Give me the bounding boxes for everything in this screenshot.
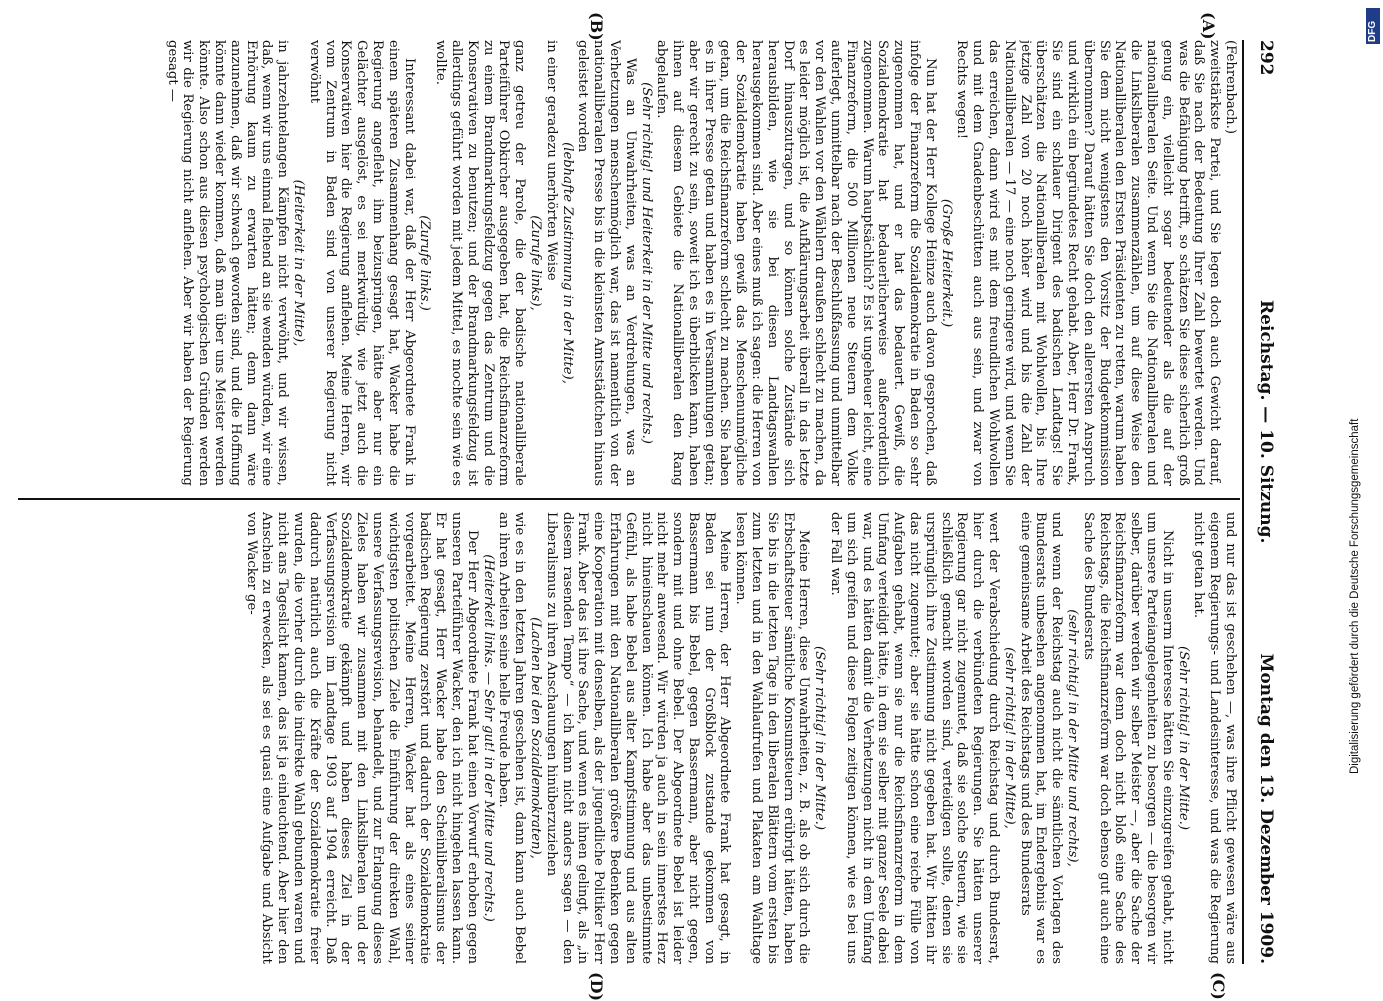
right-column (20, 512, 1238, 964)
interjection: (Zurufe links.) (417, 215, 433, 311)
session-date: Montag den 13. Dezember 1909. (1256, 653, 1276, 964)
running-head (1248, 40, 1276, 964)
header-rule (1242, 40, 1244, 964)
interjection: (Sehr richtig! in der Mitte.) (1175, 646, 1191, 830)
margin-marker-c: (C) (1209, 972, 1228, 1000)
paragraph: wie es in den letzten Jahren geschehen ist, dann kann auch Bebel an ihren Arbeiten seine helle Freude haben. (496, 512, 528, 964)
paragraph: Nun hat der Herr Kollege Heinze auch davon gesprochen, daß infolge der Finanzreform die Sozialdemokratie in Baden so sehr zugenommen hat, und er hat das bedauert. Gewiß, die Sozialdemokratie hat bedauerlicherweise außerordentlich zugenommen. Warum hauptsächlich? Es ist ungeheuer leicht, eine Finanzreform, die 500 Millionen neue Steuern dem Volke auferlegt, unmittelbar nach der Beschlußfassung und unmittelbar vor den Wahlen vor den Wählern draußen schlecht zu machen, da es leider möglich ist, die Aufklärungsarbeit überall in das letzte Dorf hinauszutragen, und so können solche Zustände sich herausbilden, wie sie bei diesen Landtagswahlen herausgekommen sind. Aber eines muß ich sagen: die Herren von der Sozialdemokratie haben gewiß das Menschenunmögliche getan, um die Reichsfinanzreform schlecht zu machen. Sie haben es in ihrer Presse getan und haben es in Versammlungen getan; aber wir gerecht zu sein, soweit ich es überblicken kann, haben ihnen auf diesem Gebiete die Nationalliberalen den Rang abgelaufen. (654, 40, 938, 486)
paragraph: und nur das ist geschehen —, was ihre Pflicht gewesen wäre aus eigenem Regierungs- und Landesinteresse, und was die Regierung nicht getan hat. (1191, 512, 1238, 964)
paragraph: Was an Unwahrheiten, was an Verdrehungen, was an Verhetzungen menschenmöglich war, das ist namentlich von der nationalliberalen Presse bis in die kleinsten Amtsstädtchen hinaus geleistet worden (575, 40, 638, 486)
dfg-logo-text: DFG (1367, 20, 1378, 42)
digitization-note (1349, 14, 1365, 774)
paragraph: Meine Herren, der Herr Abgeordnete Frank hat gesagt, in Baden sei nun der Großblock zustande gekommen von Bassermann bis Bebel, gegen Bassermann, aber nicht gegen, sondern mit und ohne Bebel. Der Abgeordnete Bebel ist leider nicht mehr anwesend. Wir würden ja auch in sein innerstes Herz nicht hineinschauen können. Ich habe aber das unbestimmte Gefühl, als habe Bebel aus alter Kampfstimmung und aus alten Erfahrungen mit den Nationalliberalen größere Bedenken gegen eine Kooperation mit denselben, als der jugendliche Politiker Herr Frank. Aber das ist ihre Sache, und wenn es ihnen gelingt, als „in diesem rasenden Tempo“ — ich kann nicht anders sagen — den Liberalismus zu ihren Anschauungen hinüberzuziehen (543, 512, 733, 964)
margin-marker-a: (A) (1199, 12, 1218, 40)
interjection: (Sehr richtig! in der Mitte.) (812, 646, 828, 830)
paragraph: Nicht in unserm Interesse hätten Sie einzugreifen gehabt, nicht um unsere Parteiangelegenheiten zu besorgen — die besorgen wir selber, darüber werden wir selber Meister —, aber die Sache der Reichsfinanzreform war denn doch nicht bloß eine Sache des Reichstags, die Reichsfinanzreform war doch ebenso gut auch eine Sache des Bundesrats (1080, 512, 1175, 964)
paragraph: zweitstärkste Partei, und Sie legen doch auch Gewicht darauf, daß Sie nach der Bedeutung Ihrer Zahl bewertet werden. Und was die Befähigung betrifft, so schätzen Sie diese sicherlich groß genug ein, vielleicht sogar bedeutender als die auf der nationalliberalen Seite. Und wenn Sie die Nationalliberalen und die Linksliberalen zusammenzählen, um auf diese Weise den Nationalliberalen den Ersten Präsidenten zu retten, warum haben Sie dem nicht wenigstens den Vorsitz der Budgetkommission übernommen? Darauf hätten Sie doch den allerersten Anspruch und wirklich ein begründetes Recht gehabt. Aber, Herr Dr. Frank, Sie sind ein schlauer Dirigent des badischen Landtags! Sie überschätzen die Nationalliberalen mit Wohlwollen, bis Ihre jetzige Zahl von 20 noch höher wird und bis die Zahl der Nationalliberalen — 17 — eine noch geringere wird, und wenn Sie das erreichen, dann wird es mit dem freundlichen Wohlwollen und mit dem Gnadenbeschütten auch aus sein, und zwar von Rechts wegen! (954, 40, 1223, 486)
dfg-logo (1366, 8, 1380, 44)
interjection: (lebhafte Zustimmung in der Mitte), (559, 142, 575, 384)
interjection: (Sehr richtig! und Heiterkeit in der Mitte und rechts.) (638, 82, 654, 444)
interjection: (Lachen bei den Sozialdemokraten), (527, 617, 543, 859)
paragraph: (Fehrenbach.) (1223, 40, 1238, 134)
interjection: (Große Heiterkeit.) (938, 198, 954, 328)
paragraph: wert der Verabschiedung durch Reichstag und durch Bundesrat, hier durch die verbündeten Regierungen. Sie hätten unserer Regierung gar nicht zugemutet, daß sie solche Steuern, wie sie schließlich gemacht worden sind, verteidigen sollte, denen sie ursprünglich ihre Zustimmung nicht gegeben hat. Wir hätten ihr das nicht zugemutet; aber sie hätte schon eine reiche Fülle von Aufgaben gehabt, wenn sie nur die Reichsfinanzreform in dem Umfang verteidigt hätte, in dem sie selber mit ganzer Seele dabei war, und es hätten damit die Verhetzungen nicht in dem Umfang um sich greifen und diese Folgen zeitigen können, wie es bei uns der Fall war. (828, 512, 1002, 964)
page-number: 292 (1256, 40, 1276, 76)
digitization-note-text: Digitalisierung gefördert durch die Deutsche Forschungsgemeinschaft (1349, 418, 1361, 774)
interjection: (Heiterkeit links. — Sehr gut! in der Mitte und rechts.) (480, 554, 496, 922)
session-title: Reichstag. — 10. Sitzung. (1256, 300, 1276, 544)
interjection: (sehr richtig! in der Mitte und rechts), (1065, 609, 1081, 867)
paragraph: Meine Herren, diese Unwahrheiten, z. B. als ob sich durch die Erbschaftsteuer sämtliche Konsumsteuern erübrigt hätten, haben Sie bis in die letzten Tage in den liberalen Blättern vom ersten bis zum letzten und in den Wahlaufrufen und Plakaten am Wahltage lesen können. (733, 512, 812, 964)
interjection: (sehr richtig! in der Mitte), (1001, 647, 1017, 829)
paragraph: Interessant dabei war, daß der Herr Abgeordnete Frank in einem späteren Zusammenhang gesagt hat, Wacker habe die Regierung angefleht, ihm beizuspringen, hätte aber nur ein Gelächter ausgelöst, es sei merkwürdig, wie jetzt auch die Konservativen hier die Regierung anflehen. Meine Herren, wir vom Zentrum in Baden sind von unserer Regierung nicht verwöhnt (306, 40, 417, 486)
interjection: (Heiterkeit in der Mitte), (290, 179, 306, 347)
paragraph: und wenn der Reichstag auch nicht die sämtlichen Vorlagen des Bundesrats unbesehen angenommen hat, im Endergebnis war es eine gemeinsame Arbeit des Reichstags und des Bundesrats (1017, 512, 1065, 964)
paragraph: in jahrzehntelangen Kämpfen nicht verwöhnt, und wir wissen, daß, wenn wir uns einmal flehend an sie wenden würden, wir eine Erhörung kaum zu erwarten hätten; denn dann wäre anzunehmen, daß wir schwach geworden sind, und die Hoffnung könnte dann wieder kommen, daß man über uns Meister werden könnte. Also schon aus diesen psychologischen Gründen werden wir die Regierung nicht anflehen. Aber wir haben der Regierung gesagt — (164, 40, 291, 486)
left-column (20, 40, 1238, 486)
interjection: (Zurufe links), (527, 215, 543, 311)
margin-marker-d: (D) (587, 972, 606, 1001)
paragraph: Der Herr Abgeordnete Frank hat einen Vorwurf erhoben gegen unseren Parteiführer Wacker, den ich nicht hingehen lassen kann. Er hat gesagt, Herr Wacker habe den Scheinliberalismus der badischen Regierung zerstört und dadurch der Sozialdemokratie vorgearbeitet. Meine Herren, Wacker hat als eines seiner wichtigsten politischen Ziele die Einführung der direkten Wahl, unsere Verfassungsrevision, behandelt, und zur Erlangung dieses Zieles haben wir zusammen mit den Linksliberalen und der Sozialdemokratie gekämpft und haben dieses Ziel in der Verfassungsrevision im Landtage 1903 auf 1904 erreicht. Daß dadurch natürlich auch die Kräfte der Sozialdemokratie freier wurden, die vorher durch die indirekte Wahl gebunden waren und nicht ans Tageslicht kamen, das ist ja einleuchtend. Aber hier den Anschein zu erwecken, als sei es quasi eine Aufgabe und Absicht von Wacker ge- (243, 512, 480, 964)
column-divider (18, 498, 1240, 500)
margin-marker-b: (B) (587, 12, 606, 41)
paragraph: ganz getreu der Parole, die der badische nationalliberale Parteiführer Obkircher ausgegeben hat, die Reichsfinanzreform zu einem Brandmarkungsfeldzug gegen das Zentrum und die Konservativen zu benutzen; und der Brandmarkungsfeldzug ist allerdings geführt worden mit jedem Mittel, es mochte sein wie es wollte. (433, 40, 528, 486)
paragraph: in einer geradezu unerhörten Weise (543, 40, 559, 281)
